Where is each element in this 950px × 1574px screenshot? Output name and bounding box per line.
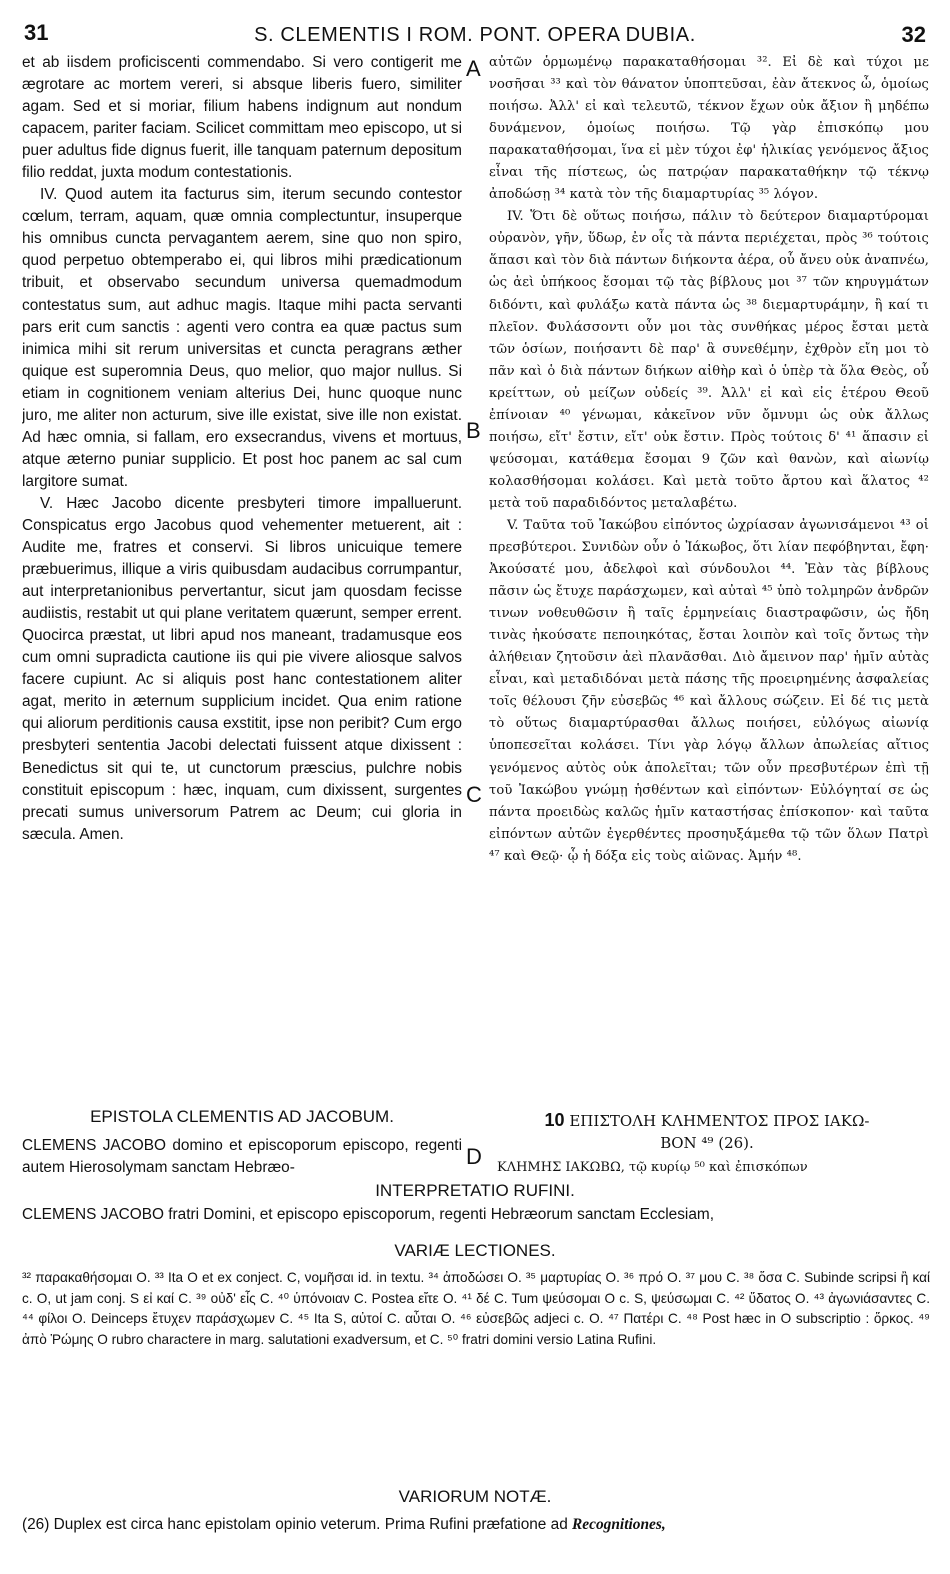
interpretatio-text: CLEMENS JACOBO fratri Domini, et episcopo episcoporum, regenti Hebræorum sanctam Ecclesiam, — [22, 1206, 714, 1223]
epistola-greek-text: ΚΛΗΜΗΣ ΙΑΚΩΒΩ, τῷ κυρίῳ ⁵⁰ καὶ ἐπισκόπων — [497, 1160, 808, 1175]
margin-letter-d: D — [466, 1144, 482, 1169]
variae-lectiones-text: ³² παρακαθήσομαι O. ³³ Ita O et ex conject. C, νομῆσαι id. in textu. ³⁴ ἀποδώσει O. ³⁵ μαρτυρίας O. ³⁶ πρό O. ³⁷ μου C. ³⁸ ὅσα C. Subinde scripsi ἢ καί c. O, ut jam conj. S εἰ καί C. ³⁹ οὐδ' εἷς C. ⁴⁰ ὑπόνοιαν C. Postea εἴτε O. ⁴¹ δέ C. Tum ψεύσομαι O c. S, ψεύσωμαι C. ⁴² ὕδατος O. ⁴³ ἀγωνιάσαντες C. ⁴⁴ φίλοι O. Deinceps ἔτυχεν παράσχωμεν C. ⁴⁵ Ita S, αὐτοί C. αὗται O. ⁴⁶ εὐσεβῶς adjeci c. O. ⁴⁷ Πατέρι C. ⁴⁸ Post hæc in O subscriptio : ὅρκος. ⁴⁹ ἀπὸ Ῥώμης O rubro charactere in marg. salutationi exadversum, et C. ⁵⁰ fratri domini versio Latina Rufini. — [22, 1270, 930, 1347]
greek-paragraph-1: αὐτῶν ὁρμωμένῳ παρακαταθήσομαι ³². Εἰ δὲ καὶ τύχοι με νοσῆσαι ³³ καὶ τὸν θάνατον ὑποπτεῦσαι, ἐὰν ἄτεκνος ὦ, ὁμοίως ποιήσω. Ἀλλ' εἰ καὶ τελευτῶ, τέκνον ἔχων οὐκ ἄξιον ἢ μηδέπω δυνάμενον, ὁμοίως ποιήσω. Τῷ γὰρ ἐπισκόπῳ μου παρακαταθήσομαι, ἵνα εἰ μὲν τύχοι ἐφ' ἡλικίας γενόμενος ἄξιος εἶναι τῆς πίστεως, ὡς πατρῴαν παρακαταθήκην τῷ τέκνῳ ἀποδώσῃ ³⁴ κατὰ τὸν τῆς διαμαρτυρίας ³⁵ λόγον. — [489, 55, 929, 203]
notae-text-start: (26) Duplex est circa hanc epistolam opinio veterum. Prima Rufini præfatione ad — [22, 1516, 573, 1533]
page-number-right: 32 — [901, 22, 926, 47]
epistola-greek-title-line2: ΒΟΝ ⁴⁹ (26). — [660, 1134, 754, 1152]
greek-column — [489, 52, 929, 1092]
page-number-left: 31 — [24, 20, 49, 45]
latin-paragraph-v: V. Hæc Jacobo dicente presbyteri timore impalluerunt. Conspicatus ergo Jacobus quod vehementer metuerent, ait : Audite me, fratres et conservi. Si libros unicuique temere præbuerimus, illique a viris quibusdam audacibus corrumpantur, aut interpretanionibus pervertantur, sicut jam quosdam fecisse audiistis, restabit ut qui plane veritatem quærunt, semper errent. Quocirca præstat, ut libri apud nos maneant, tradamusque eos cum omni supradicta cautione iis qui pie vivere aliosque salvos facere cupiunt. Ac si aliquis post hanc contestationem aliter agat, merito in æternum supplicium incidet. Qua enim ratione qui aliorum perditionis causa exstitit, ipse non peribit? Cum ergo presbyteri sententia Jacobi delectati fuissent atque dixissent : Benedictus sit qui te, ut cunctorum præscius, pulchre nobis constituit episcopum : hæc, inquam, cum dixissent, surgentes precati sumus universorum Patrem ac Deum; cui gloria in sæcula. Amen. — [22, 494, 462, 843]
notae-text-italic: Recognitiones, — [572, 1516, 666, 1533]
latin-paragraph-1: et ab iisdem proficiscenti commendabo. Si vero contigerit me ægrotare ac mortem vereri, si absque liberis fuero, similiter agam. Sed et si moriar, filium habens indignum aut nondum capacem, pariter faciam. Scilicet committam meo episcopo, ut si puer adultus fide dignus fuerit, ille tanquam paternum depositum filio reddat, juxta modum contestationis. — [22, 54, 462, 182]
greek-page-marker: 10 — [544, 1110, 565, 1130]
variorum-notae-text — [22, 1514, 930, 1536]
margin-letter-c: C — [466, 782, 482, 807]
interpretatio-title: INTERPRETATIO RUFINI. — [375, 1181, 575, 1200]
latin-column — [22, 52, 462, 1092]
epistola-greek-title — [497, 1109, 917, 1154]
latin-paragraph-iv: IV. Quod autem ita facturus sim, iterum secundo contestor cœlum, terram, aquam, quæ omnia complectuntur, insuperque his omnibus cuncta pervagantem aerem, sine quo non spiro, quod perpetuo obtemperabo ei, qui libros mihi prædicationum tribuit, et observabo secundum universa quemadmodum contestatus sum, aut adhuc magis. Itaque mihi pacta servanti pars erit cum sanctis : agenti vero contra ea quæ pactus sum inimica mihi sit rerum universitas et cuncta peragrans æther quique est superomnia Deus, quo melior, quo major nullus. Si etiam in cognitionem veniam alterius Dei, hunc quoque nunc juro, me aliter non acturum, sive ille existat, sive ille non existat. Ad hæc omnia, si fallam, ero exsecrandus, vivens et mortuus, atque æterno puniar supplicio. Et post hoc panem ac sal cum largitore sumat. — [22, 186, 462, 490]
greek-paragraph-v: V. Ταῦτα τοῦ Ἰακώβου εἰπόντος ὠχρίασαν ἀγωνισάμενοι ⁴³ οἱ πρεσβύτεροι. Συνιδὼν οὖν ὁ Ἰάκωβος, ὅτι λίαν πεφόβηνται, ἔφη· Ἀκούσατέ μου, ἀδελφοὶ καὶ σύνδουλοι ⁴⁴. Ἐὰν τὰς βίβλους πᾶσιν ὡς ἔτυχε παράσχωμεν, καὶ αὐταὶ ⁴⁵ ὑπὸ τολμηρῶν ἀνδρῶν τινων νοθευθῶσιν ἢ ταῖς ἑρμηνείαις διαστραφῶσιν, ὡς ἤδη τινὰς ἠκούσατε πεποιηκότας, ἔσται λοιπὸν καὶ τοῖς ὄντως τὴν ἀλήθειαν ζητοῦσιν ἀεὶ πλανᾶσθαι. Διὸ ἄμεινον παρ' ἡμῖν αὐτὰς εἶναι, καὶ μεταδιδόναι μετὰ πάσης τῆς προειρημένης ἀσφαλείας τοῖς θέλουσι ζῆν εὐσεβῶς ⁴⁶ καὶ ἄλλους σώζειν. Εἰ δέ τις μετὰ τὸ οὕτως διαμαρτύρασθαι ἄλλως ποιήσει, εὐλόγως αἰωνίᾳ ὑποπεσεῖται κολάσει. Τίνι γὰρ λόγῳ ἄλλων ἀπωλείας αἴτιος γενόμενος αὐτὸς οὐκ ἀπολεῖται; τῶν οὖν πρεσβυτέρων ἐπὶ τῇ τοῦ Ἰακώβου γνώμῃ ἡσθέντων καὶ εἰπόντων· Εὐλόγηταί σε ὡς πάντα προειδὼς καλῶς ἡμῖν καταστήσας ἐπίσκοπον· καὶ ταῦτα εἰπόντων αὐτῶν ἐγερθέντες προσηυξάμεθα τῷ τῶν ὅλων Πατρὶ ⁴⁷ καὶ Θεῷ· ᾧ ἡ δόξα εἰς τοὺς αἰῶνας. Ἀμήν ⁴⁸. — [489, 517, 929, 864]
margin-letter-b: B — [466, 418, 481, 443]
epistola-latin-title: EPISTOLA CLEMENTIS AD JACOBUM. — [90, 1107, 394, 1126]
running-title: S. CLEMENTIS I ROM. PONT. OPERA DUBIA. — [254, 24, 696, 46]
epistola-greek-title-line1: ΕΠΙΣΤΟΛΗ ΚΛΗΜΕΝΤΟΣ ΠΡΟΣ ΙΑΚΩ- — [569, 1112, 870, 1130]
running-header — [24, 18, 926, 53]
epistola-latin-text: CLEMENS JACOBO domino et episcoporum episcopo, regenti autem Hierosolymam sanctam Hebræo- — [22, 1137, 462, 1176]
margin-letter-a: A — [466, 56, 481, 81]
variorum-notae-title: VARIORUM NOTÆ. — [398, 1487, 552, 1506]
greek-paragraph-iv: IV. Ὅτι δὲ οὕτως ποιήσω, πάλιν τὸ δεύτερον διαμαρτύρομαι οὐρανὸν, γῆν, ὕδωρ, ἐν οἷς τὰ πάντα περιέχεται, πρὸς ³⁶ τούτοις ἅπασι καὶ τὸν διὰ πάντων διήκοντα ἀέρα, οὗ ἄνευ οὐκ ἀναπνέω, ὡς ἀεὶ ὑπήκοος ἔσομαι τῷ τὰς βίβλους μοι ³⁷ τῶν κηρυγμάτων διδόντι, καὶ φυλάξω κατὰ πάντα ὡς ³⁸ διεμαρτυράμην, ἢ καί τι πλεῖον. Φυλάσσοντι οὖν μοι τὰς συνθήκας μέρος ἔσται μετὰ τῶν ὁσίων, ποιήσαντι δὲ παρ' ἃ συνεθέμην, ἐχθρὸν εἴη μοι τὸ πᾶν καὶ ὁ διὰ πάντων διήκων αἰθὴρ καὶ ὁ ὑπὲρ τὰ ὅλα Θεὸς, οὗ κρείττων, οὐ μείζων οὐδείς ³⁹. Ἀλλ' εἰ καὶ εἰς ἑτέρου Θεοῦ ἐπίνοιαν ⁴⁰ γένωμαι, κἀκεῖνον νῦν ὄμνυμι ὡς οὐκ ἄλλως ποιήσω, εἴτ' ἔστιν, εἴτ' οὐκ ἔστιν. Πρὸς τούτοις δ' ⁴¹ ἅπασιν εἰ ψεύσομαι, κατάθεμα ἔσομαι 9 ζῶν καὶ θανὼν, καὶ αἰωνίῳ κολασθήσομαι κολάσει. Καὶ μετὰ τοῦτο ἄρτου καὶ ἅλατος ⁴² μετὰ τοῦ παραδιδόντος μεταλαβέτω. — [489, 209, 929, 511]
variae-lectiones-title: VARIÆ LECTIONES. — [394, 1241, 556, 1260]
